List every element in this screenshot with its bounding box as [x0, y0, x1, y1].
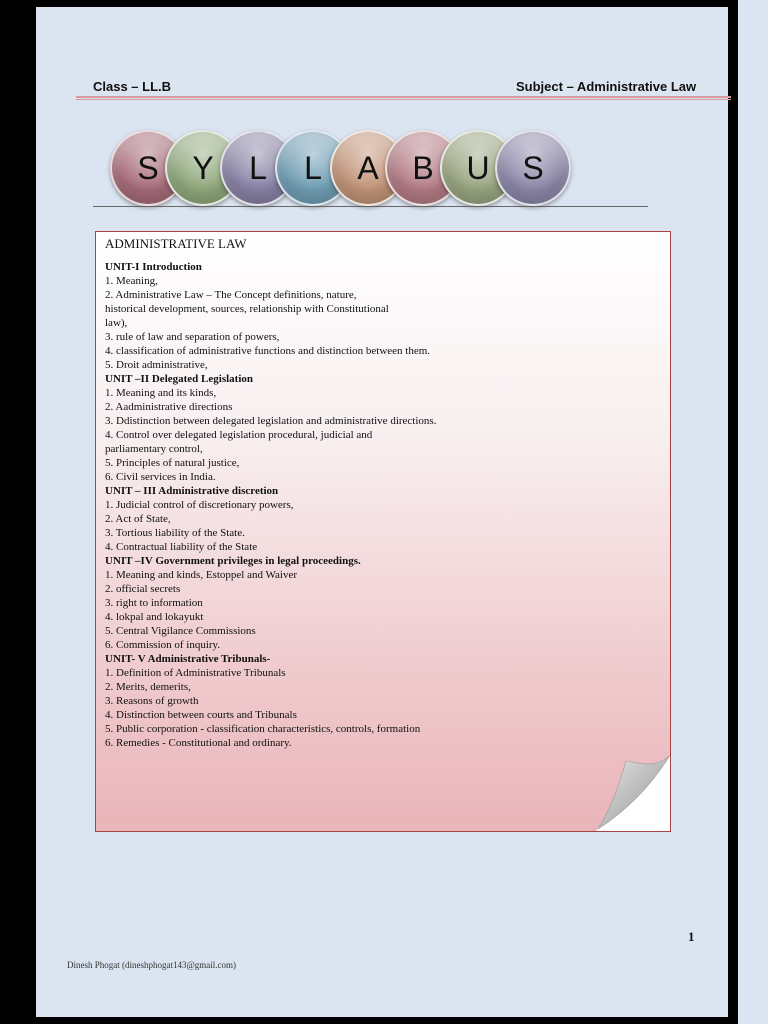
subject-label: Subject – Administrative Law: [516, 79, 697, 94]
unit-heading: UNIT –IV Government privileges in legal proceedings.: [105, 555, 361, 567]
syllabus-item: historical development, sources, relationship with Constitutional: [105, 303, 389, 315]
unit-heading: UNIT- V Administrative Tribunals-: [105, 653, 271, 665]
syllabus-item: law),: [105, 317, 128, 329]
banner-divider: [93, 206, 648, 207]
unit-heading: UNIT-I Introduction: [105, 261, 202, 273]
syllabus-item: 4. lokpal and lokayukt: [105, 611, 204, 623]
footer-author: Dinesh Phogat (dineshphogat143@gmail.com): [67, 960, 237, 970]
syllabus-item: parliamentary control,: [105, 443, 203, 455]
syllabus-item: 1. Meaning and kinds, Estoppel and Waiver: [105, 569, 297, 581]
syllabus-item: 3. Tortious liability of the State.: [105, 527, 245, 539]
unit-heading: UNIT –II Delegated Legislation: [105, 373, 253, 385]
syllabus-item: 2. official secrets: [105, 583, 181, 595]
syllabus-title: ADMINISTRATIVE LAW: [105, 236, 247, 251]
syllabus-item: 6. Commission of inquiry.: [105, 639, 221, 651]
syllabus-item: 5. Principles of natural justice,: [105, 457, 240, 469]
syllabus-item: 1. Judicial control of discretionary powers,: [105, 499, 294, 511]
banner-letter-circle: Y: [165, 130, 241, 206]
syllabus-item: 4. Distinction between courts and Tribunals: [105, 709, 297, 721]
syllabus-item: 5. Central Vigilance Commissions: [105, 625, 256, 637]
page-curl-icon: [596, 755, 670, 831]
syllabus-item: 1. Definition of Administrative Tribunals: [105, 667, 286, 679]
syllabus-item: 2. Merits, demerits,: [105, 681, 191, 693]
page-number: 1: [688, 929, 695, 944]
syllabus-banner: [110, 130, 630, 206]
syllabus-item: 2. Aadministrative directions: [105, 401, 233, 413]
header-divider: [76, 96, 731, 98]
page-edge: [738, 0, 768, 1024]
banner-letter-circle: S: [110, 130, 186, 206]
banner-letter-circle: L: [220, 130, 296, 206]
class-label: Class – LL.B: [93, 79, 172, 94]
syllabus-item: 5. Public corporation - classification characteristics, controls, formation: [105, 723, 421, 735]
syllabus-content: [105, 236, 660, 750]
syllabus-item: 2. Administrative Law – The Concept definitions, nature,: [105, 289, 357, 301]
syllabus-item: 3. right to information: [105, 597, 203, 609]
syllabus-item: 4. Control over delegated legislation procedural, judicial and: [105, 429, 373, 441]
syllabus-item: 4. Contractual liability of the State: [105, 541, 258, 553]
syllabus-item: 6. Remedies - Constitutional and ordinary.: [105, 737, 292, 749]
syllabus-item: 3. Ddistinction between delegated legislation and administrative directions.: [105, 415, 437, 427]
banner-letter-circle: B: [385, 130, 461, 206]
header-divider-secondary: [76, 99, 731, 100]
syllabus-item: 1. Meaning and its kinds,: [105, 387, 217, 399]
syllabus-box: [95, 231, 671, 832]
syllabus-item: 6. Civil services in India.: [105, 471, 216, 483]
banner-letter-circle: U: [440, 130, 516, 206]
syllabus-lines: [105, 260, 660, 750]
syllabus-item: 2. Act of State,: [105, 513, 171, 525]
banner-letter-circle: S: [495, 130, 571, 206]
syllabus-item: 1. Meaning,: [105, 275, 158, 287]
banner-letter-circle: A: [330, 130, 406, 206]
banner-letter-circle: L: [275, 130, 351, 206]
unit-heading: UNIT – III Administrative discretion: [105, 485, 279, 497]
syllabus-item: 3. Reasons of growth: [105, 695, 199, 707]
syllabus-item: 3. rule of law and separation of powers,: [105, 331, 280, 343]
syllabus-item: 4. classification of administrative functions and distinction between them.: [105, 345, 431, 357]
syllabus-item: 5. Droit administrative,: [105, 359, 208, 371]
